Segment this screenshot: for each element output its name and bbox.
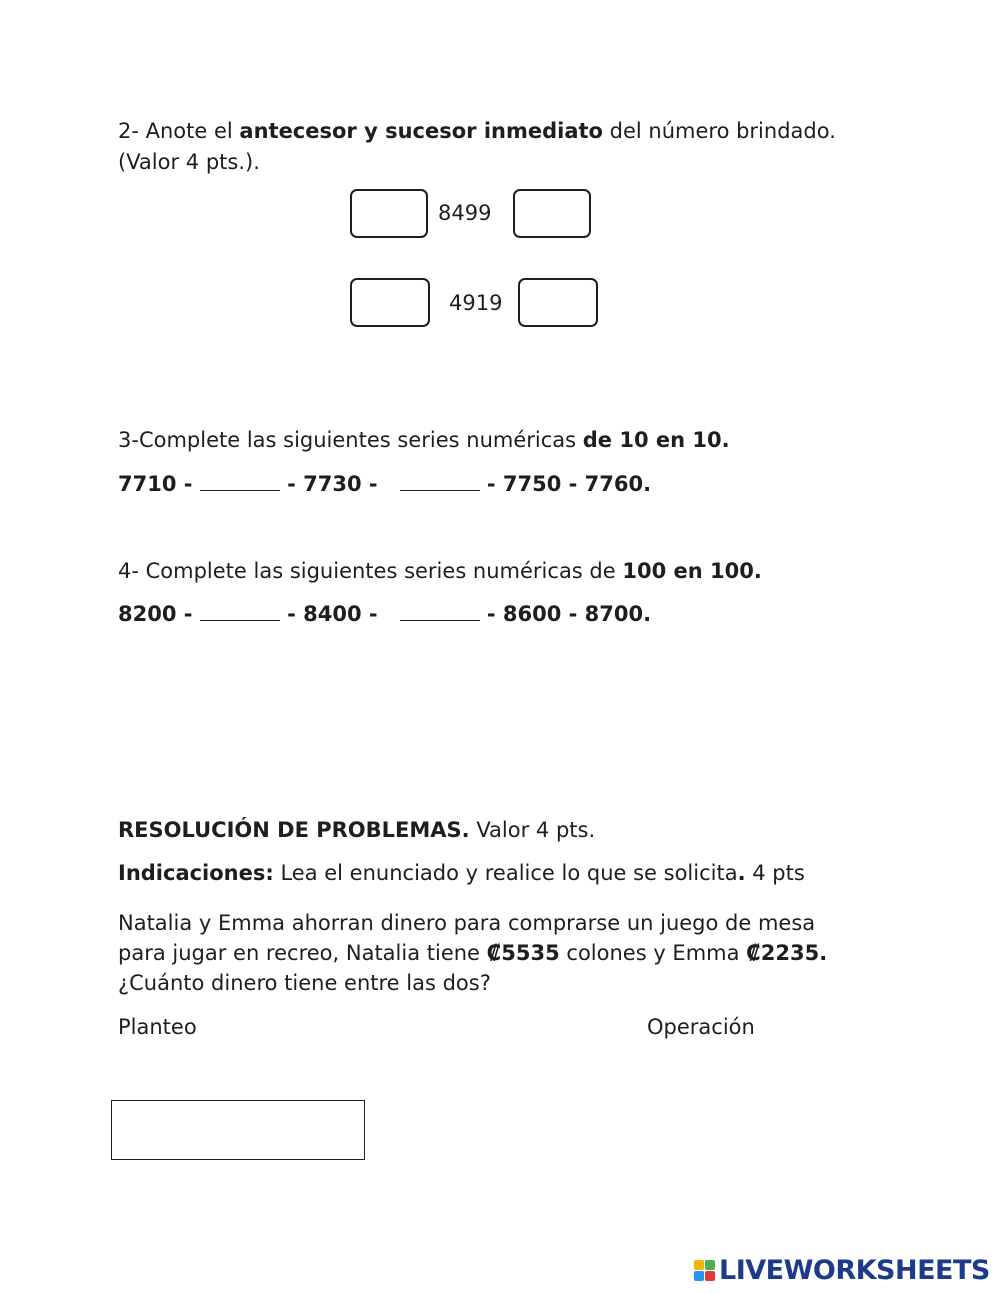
amount-emma: ₡2235. <box>746 941 828 965</box>
logo-square-4 <box>705 1271 715 1281</box>
logo-square-1 <box>694 1260 704 1270</box>
q4-intro: 4- Complete las siguientes series numéricas de <box>118 559 623 583</box>
instructions-dot: . <box>737 861 746 885</box>
q3-blank-1[interactable] <box>200 472 280 491</box>
q4-title <box>118 559 762 583</box>
problem-line-2 <box>118 941 827 965</box>
q3-bold: de 10 en 10. <box>582 428 730 452</box>
planteo-label: Planteo <box>118 1015 197 1039</box>
q3-series-mid: - 7730 - <box>287 472 378 496</box>
q2-intro: 2- Anote el <box>118 119 240 143</box>
q4-blank-1[interactable] <box>200 602 280 621</box>
q4-series-mid: - 8400 - <box>287 602 378 626</box>
logo-icon <box>694 1260 715 1281</box>
problem-line-1: Natalia y Emma ahorran dinero para comprarse un juego de mesa <box>118 911 816 935</box>
problems-heading-bold: RESOLUCIÓN DE PROBLEMAS. <box>118 818 470 842</box>
problems-heading-rest: Valor 4 pts. <box>469 818 596 842</box>
logo-text: LIVEWORKSHEETS <box>719 1255 990 1286</box>
q3-title <box>118 428 730 452</box>
q4-series <box>118 602 651 626</box>
q2-bold: antecesor y sucesor inmediato <box>239 119 603 143</box>
q2-rest: del número brindado. <box>602 119 836 143</box>
instructions-label: Indicaciones: <box>118 861 274 885</box>
logo-square-2 <box>705 1260 715 1270</box>
q4-blank-2[interactable] <box>400 602 480 621</box>
q3-blank-2[interactable] <box>400 472 480 491</box>
problem-line-2a: para jugar en recreo, Natalia tiene <box>118 941 487 965</box>
q2-value: (Valor 4 pts.). <box>118 150 260 174</box>
instructions <box>118 861 805 885</box>
successor-box-1[interactable] <box>513 189 591 238</box>
planteo-answer-box[interactable] <box>111 1100 365 1160</box>
instructions-pts: 4 pts <box>745 861 805 885</box>
q3-series-end: - 7750 - 7760. <box>486 472 652 496</box>
problem-line-2b: colones y Emma <box>559 941 747 965</box>
q3-intro: 3-Complete las siguientes series numéricas <box>118 428 583 452</box>
predecessor-box-2[interactable] <box>350 278 430 327</box>
q4-series-start: 8200 - <box>118 602 193 626</box>
q3-series-start: 7710 - <box>118 472 193 496</box>
given-number-1: 8499 <box>438 201 492 225</box>
problems-heading <box>118 818 595 842</box>
amount-natalia: ₡5535 <box>486 941 560 965</box>
logo-square-3 <box>694 1271 704 1281</box>
problem-question: ¿Cuánto dinero tiene entre las dos? <box>118 971 491 995</box>
liveworksheets-logo <box>694 1255 990 1286</box>
q3-series <box>118 472 651 496</box>
given-number-2: 4919 <box>449 291 503 315</box>
q4-series-end: - 8600 - 8700. <box>486 602 652 626</box>
successor-box-2[interactable] <box>518 278 598 327</box>
predecessor-box-1[interactable] <box>350 189 428 238</box>
q2-title <box>118 119 836 143</box>
q4-bold: 100 en 100. <box>622 559 762 583</box>
instructions-text: Lea el enunciado y realice lo que se solicita <box>273 861 738 885</box>
operacion-label: Operación <box>647 1015 755 1039</box>
